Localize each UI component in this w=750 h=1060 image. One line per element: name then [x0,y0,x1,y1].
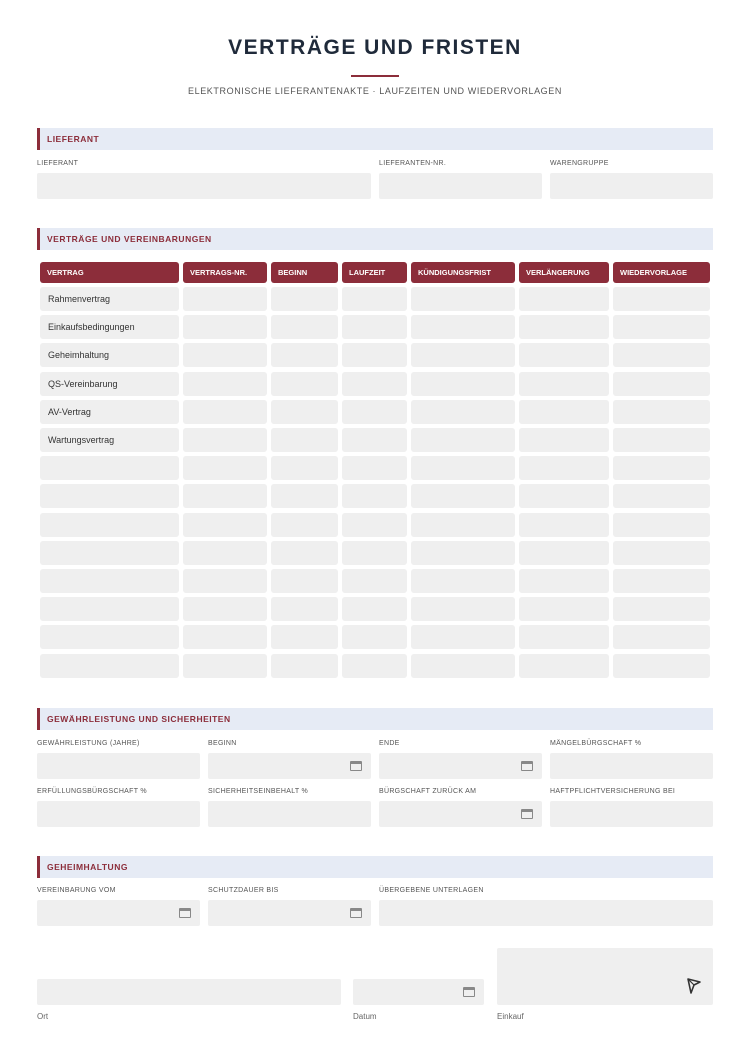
calendar-icon[interactable] [521,809,533,819]
label-vereinbarung-vom: VEREINBARUNG VOM [37,887,116,894]
table-cell[interactable] [342,400,407,424]
table-cell[interactable] [613,343,710,367]
table-cell[interactable] [411,569,515,593]
table-cell[interactable] [411,315,515,339]
table-cell[interactable] [271,484,338,508]
table-cell[interactable] [183,315,267,339]
table-cell[interactable] [411,513,515,537]
table-cell[interactable] [271,541,338,565]
label-lieferant: LIEFERANT [37,160,79,167]
section-title: GEWÄHRLEISTUNG UND SICHERHEITEN [47,714,231,724]
page-subtitle: ELEKTRONISCHE LIEFERANTENAKTE · LAUFZEITEN UND WIEDERVORLAGEN [188,86,562,96]
table-cell[interactable] [271,343,338,367]
table-cell[interactable] [519,541,609,565]
table-cell[interactable] [342,343,407,367]
table-cell[interactable] [613,569,710,593]
table-row-label [40,625,179,649]
table-cell[interactable] [519,569,609,593]
input-haftpflicht[interactable] [550,801,713,827]
table-cell[interactable] [342,654,407,678]
table-row-label: Geheimhaltung [40,343,179,367]
table-cell[interactable] [342,315,407,339]
table-cell[interactable] [519,654,609,678]
label-haftpflicht: HAFTPFLICHTVERSICHERUNG BEI [550,788,676,795]
input-gewaehrleistung[interactable] [37,753,200,779]
column-header: WIEDERVORLAGE [613,262,710,283]
table-cell[interactable] [183,569,267,593]
table-cell[interactable] [183,484,267,508]
input-ort[interactable] [37,979,341,1005]
label-warengruppe: WARENGRUPPE [550,160,609,167]
table-cell[interactable] [519,315,609,339]
table-row-label [40,654,179,678]
table-cell[interactable] [613,456,710,480]
table-cell[interactable] [613,484,710,508]
table-cell[interactable] [411,654,515,678]
table-cell[interactable] [342,287,407,311]
table-cell[interactable] [411,287,515,311]
signature-field-einkauf[interactable] [497,948,713,1005]
label-datum: Datum [353,1012,377,1021]
column-header: KÜNDIGUNGSFRIST [411,262,515,283]
table-cell[interactable] [342,456,407,480]
table-cell[interactable] [183,287,267,311]
calendar-icon[interactable] [179,908,191,918]
table-cell[interactable] [342,597,407,621]
column-header: BEGINN [271,262,338,283]
table-cell[interactable] [613,287,710,311]
table-cell[interactable] [613,541,710,565]
table-cell[interactable] [271,654,338,678]
table-cell[interactable] [411,625,515,649]
label-einkauf: Einkauf [497,1012,524,1021]
table-cell[interactable] [519,456,609,480]
label-maengelbuergschaft: MÄNGELBÜRGSCHAFT % [550,740,642,747]
pen-icon [685,977,703,995]
table-cell[interactable] [183,541,267,565]
label-gewaehrleistung: GEWÄHRLEISTUNG (JAHRE) [37,740,140,747]
input-vereinbarung-vom[interactable] [37,900,200,926]
table-cell[interactable] [183,625,267,649]
label-erfuellungsbuergschaft: ERFÜLLUNGSBÜRGSCHAFT % [37,788,147,795]
table-cell[interactable] [271,287,338,311]
table-cell[interactable] [183,513,267,537]
table-cell[interactable] [613,625,710,649]
table-cell[interactable] [183,597,267,621]
calendar-icon[interactable] [350,908,362,918]
table-cell[interactable] [183,428,267,452]
table-row-label: Einkaufsbedingungen [40,315,179,339]
table-cell[interactable] [411,343,515,367]
table-row-label: QS-Vereinbarung [40,372,179,396]
column-header: VERTRAGS-NR. [183,262,267,283]
input-erfuellungsbuergschaft[interactable] [37,801,200,827]
input-maengelbuergschaft[interactable] [550,753,713,779]
column-header: LAUFZEIT [342,262,407,283]
table-cell[interactable] [519,343,609,367]
table-cell[interactable] [613,597,710,621]
table-cell[interactable] [519,400,609,424]
input-sicherheitseinbehalt[interactable] [208,801,371,827]
table-cell[interactable] [183,343,267,367]
table-cell[interactable] [342,513,407,537]
column-header: VERTRAG [40,262,179,283]
table-cell[interactable] [271,513,338,537]
label-buergschaft-zurueck: BÜRGSCHAFT ZURÜCK AM [379,788,477,795]
column-header: VERLÄNGERUNG [519,262,609,283]
table-cell[interactable] [342,428,407,452]
table-cell[interactable] [183,372,267,396]
calendar-icon[interactable] [350,761,362,771]
table-cell[interactable] [519,597,609,621]
page-title: VERTRÄGE UND FRISTEN [228,36,522,59]
table-cell[interactable] [519,513,609,537]
table-cell[interactable] [613,372,710,396]
table-row-label [40,513,179,537]
table-cell[interactable] [271,428,338,452]
table-row-label [40,597,179,621]
section-geheimhaltung [37,856,713,878]
input-unterlagen[interactable] [379,900,713,926]
table-cell[interactable] [519,484,609,508]
input-schutzdauer[interactable] [208,900,371,926]
table-cell[interactable] [519,625,609,649]
table-cell[interactable] [342,569,407,593]
section-title: LIEFERANT [47,134,100,144]
table-row-label [40,569,179,593]
input-ende[interactable] [379,753,542,779]
table-row-label: Rahmenvertrag [40,287,179,311]
table-cell[interactable] [411,456,515,480]
table-cell[interactable] [411,597,515,621]
label-lieferanten-nr: LIEFERANTEN-NR. [379,160,447,167]
calendar-icon[interactable] [521,761,533,771]
input-beginn[interactable] [208,753,371,779]
table-cell[interactable] [613,400,710,424]
table-cell[interactable] [271,456,338,480]
table-cell[interactable] [342,484,407,508]
table-cell[interactable] [342,541,407,565]
table-cell[interactable] [613,428,710,452]
table-cell[interactable] [271,315,338,339]
table-cell[interactable] [411,428,515,452]
section-title: VERTRÄGE UND VEREINBARUNGEN [47,234,212,244]
table-cell[interactable] [271,372,338,396]
table-row-label: Wartungsvertrag [40,428,179,452]
label-beginn: BEGINN [208,740,237,747]
table-cell[interactable] [271,625,338,649]
table-cell[interactable] [183,456,267,480]
table-row-label [40,541,179,565]
label-schutzdauer: SCHUTZDAUER BIS [208,887,279,894]
section-gewaehrleistung [37,708,713,730]
section-title: GEHEIMHALTUNG [47,862,128,872]
table-cell[interactable] [519,287,609,311]
table-cell[interactable] [613,654,710,678]
table-cell[interactable] [271,597,338,621]
table-cell[interactable] [271,400,338,424]
table-cell[interactable] [342,372,407,396]
table-cell[interactable] [411,484,515,508]
table-cell[interactable] [271,569,338,593]
label-sicherheitseinbehalt: SICHERHEITSEINBEHALT % [208,788,309,795]
table-row-label [40,456,179,480]
table-cell[interactable] [519,372,609,396]
table-cell[interactable] [613,315,710,339]
label-ort: Ort [37,1012,49,1021]
table-cell[interactable] [411,400,515,424]
table-cell[interactable] [411,541,515,565]
input-buergschaft-zurueck[interactable] [379,801,542,827]
table-row-label [40,484,179,508]
table-row-label: AV-Vertrag [40,400,179,424]
table-cell[interactable] [411,372,515,396]
label-unterlagen: ÜBERGEBENE UNTERLAGEN [379,887,484,894]
table-cell[interactable] [519,428,609,452]
calendar-icon[interactable] [463,987,475,997]
table-cell[interactable] [183,400,267,424]
table-cell[interactable] [613,513,710,537]
input-datum[interactable] [353,979,484,1005]
label-ende: ENDE [379,740,400,747]
table-cell[interactable] [342,625,407,649]
table-cell[interactable] [183,654,267,678]
